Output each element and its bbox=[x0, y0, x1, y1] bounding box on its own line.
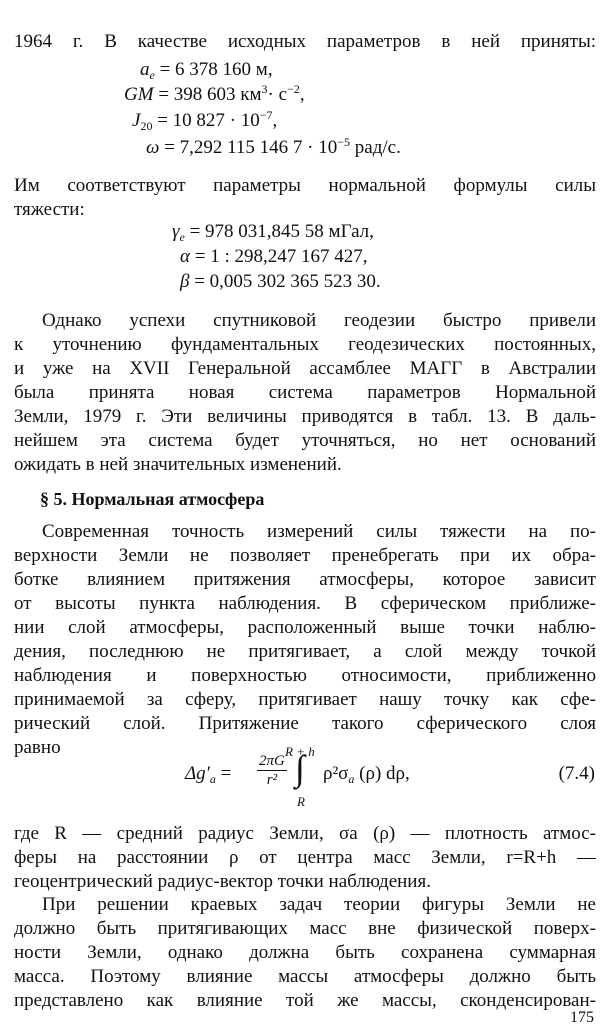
value: = 1 : 298,247 167 427, bbox=[194, 246, 368, 267]
formula-gamma bbox=[172, 220, 374, 244]
subscript: 20 bbox=[140, 119, 153, 133]
text-line: рический слой. Притяжение такого сферического слоя bbox=[14, 713, 596, 734]
atmosphere-paragraph bbox=[14, 520, 596, 760]
integral-upper-limit: R + h bbox=[285, 744, 315, 759]
value: = 0,005 302 365 523 30. bbox=[194, 271, 381, 292]
text-line: геоцентрический радиус-вектор точки наблюдения. bbox=[14, 871, 431, 892]
formula-gm: GM = 398 603 $км^3\cdot c^{-2}$, bbox=[124, 82, 305, 105]
formula-omega bbox=[146, 136, 401, 160]
text-line: верхности Земли не позволяет пренебрегать при их обра- bbox=[14, 545, 596, 566]
text-line: ботке влиянием притяжения атмосферы, которое зависит bbox=[14, 569, 596, 590]
fraction-denominator: r² bbox=[266, 772, 278, 788]
text-line: от высоты пункта наблюдения. В сферическом приближе- bbox=[14, 593, 596, 614]
symbol-gamma: γ bbox=[172, 221, 180, 242]
text-line: Однако успехи спутниковой геодезии быстро привели bbox=[42, 310, 596, 331]
punctuation: , bbox=[272, 110, 278, 131]
punctuation: , bbox=[299, 84, 305, 105]
formula-ae bbox=[140, 58, 273, 82]
symbol-omega: ω bbox=[146, 137, 160, 158]
symbol-beta: β bbox=[180, 271, 190, 292]
formula-alpha bbox=[180, 245, 367, 269]
symbol-a: a bbox=[140, 59, 150, 80]
text-line: масса. Поэтому влияние массы атмосферы должно быть bbox=[14, 966, 596, 987]
value: = 978 031,845 58 мГал, bbox=[189, 221, 374, 242]
text-line: нейшем эта система будет уточняться, но нет оснований bbox=[14, 430, 596, 451]
exponent: −2 bbox=[287, 82, 300, 96]
exponent: −7 bbox=[259, 108, 273, 122]
unit: · c bbox=[267, 84, 288, 105]
boundary-paragraph bbox=[14, 893, 596, 1013]
section-heading: § 5. Нормальная атмосфера bbox=[40, 489, 265, 509]
fraction-numerator: 2πG bbox=[259, 753, 285, 769]
fraction bbox=[257, 752, 287, 789]
value: = 10 827 · 10 bbox=[157, 110, 260, 131]
text-line: ожидать в ней значительных изменений. bbox=[14, 454, 342, 475]
text-line: нии слой атмосферы, расположенный выше точки наблю- bbox=[14, 617, 596, 638]
text-line: где R — средний радиус Земли, σa (ρ) — плотность атмос- bbox=[14, 823, 596, 844]
text-line: тяжести: bbox=[14, 199, 85, 220]
symbol-alpha: α bbox=[180, 246, 190, 267]
satellite-paragraph bbox=[14, 309, 596, 477]
text-line: дения, последнюю не притягивает, а слой между точкой bbox=[14, 641, 596, 662]
equation-7-4 bbox=[185, 740, 605, 808]
unit: рад/с. bbox=[350, 137, 401, 158]
subscript: e bbox=[149, 68, 155, 82]
integral-lower-limit: R bbox=[297, 794, 305, 809]
formula-beta bbox=[180, 270, 381, 294]
text-line: к уточнению фундаментальных геодезических постоянных, bbox=[14, 334, 596, 355]
text-line: представлено как влияние той же массы, сконденсирован- bbox=[14, 990, 596, 1011]
text-line: принимаемой за сферу, притягивает нашу точку как сфе- bbox=[14, 689, 596, 710]
text-line: ности Земли, однако должна быть сохранена суммарная bbox=[14, 942, 596, 963]
text-line: При решении краевых задач теории фигуры Земли не bbox=[42, 894, 596, 915]
value: = 6 378 160 м, bbox=[159, 59, 273, 80]
normal-gravity-paragraph bbox=[14, 174, 596, 222]
text-line: и уже на XVII Генеральной ассамблее МАГГ в Австралии bbox=[14, 358, 596, 379]
symbol-gm: GM bbox=[124, 84, 154, 105]
subscript: e bbox=[179, 230, 185, 244]
text-line: Современная точность измерений силы тяжести на по- bbox=[42, 521, 596, 542]
value: = 7,292 115 146 7 · 10 bbox=[164, 137, 338, 158]
symbol-j: J bbox=[132, 110, 141, 131]
exponent: −5 bbox=[337, 135, 351, 149]
text-line: равно bbox=[14, 737, 61, 758]
formula-j20 bbox=[132, 109, 277, 133]
text-line: 1964 г. В качестве исходных параметров в ней приняты: bbox=[14, 31, 596, 52]
text-line: наблюдения и поверхностью относимости, приближенно bbox=[14, 665, 596, 686]
equation-number: (7.4) bbox=[558, 763, 595, 784]
where-paragraph bbox=[14, 822, 596, 894]
integral-sign: ∫ bbox=[295, 748, 305, 788]
page-number: 175 bbox=[570, 1009, 594, 1026]
value: = 398 603 км bbox=[158, 84, 262, 105]
integrand: $\rho^2\sigma_a$ (ρ) dρ, bbox=[323, 763, 410, 786]
text-line: Земли, 1979 г. Эти величины приводятся в табл. 13. В даль- bbox=[14, 406, 596, 427]
text-line: феры на расстоянии ρ от центра масс Земли, r=R+h — bbox=[14, 847, 596, 868]
text-line: должно быть притягивающих масс вне физической поверх- bbox=[14, 918, 596, 939]
intro-paragraph bbox=[14, 30, 596, 54]
text-line: была принята новая система параметров Нормальной bbox=[14, 382, 596, 403]
text-line: Им соответствуют параметры нормальной формулы силы bbox=[14, 175, 596, 196]
equation-lhs: $\Delta g'_a$ = bbox=[185, 763, 232, 786]
